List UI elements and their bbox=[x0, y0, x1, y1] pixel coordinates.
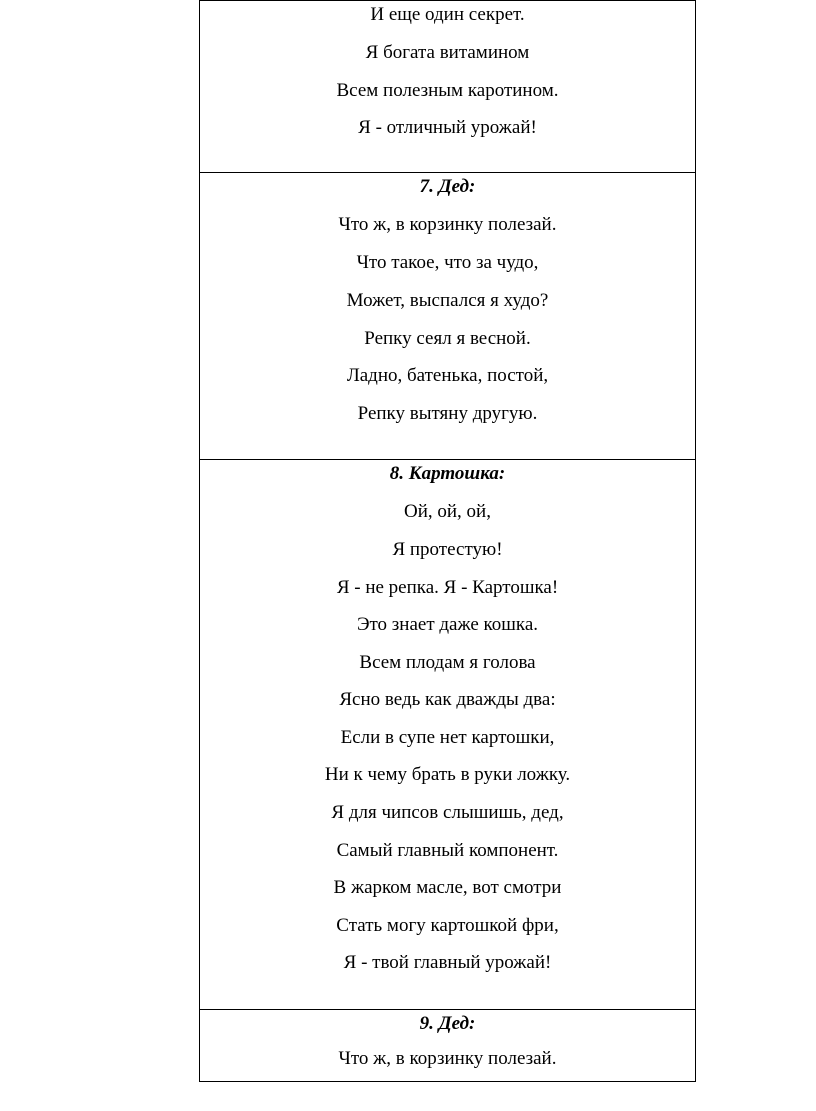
verse-line: Репку сеял я весной. bbox=[364, 328, 531, 349]
verse-line: Всем полезным каротином. bbox=[336, 80, 559, 101]
verse-line: Стать могу картошкой фри, bbox=[336, 915, 559, 936]
verse-line: Что ж, в корзинку полезай. bbox=[338, 214, 557, 235]
table-cell-grandpa-7 bbox=[200, 172, 695, 460]
verse-line: Самый главный компонент. bbox=[336, 840, 559, 861]
verse-line: Я - отличный урожай! bbox=[358, 117, 537, 138]
script-table bbox=[199, 0, 696, 1082]
verse-line: Я протестую! bbox=[392, 539, 503, 560]
verse-line: И еще один секрет. bbox=[370, 4, 525, 25]
speaker-heading: 8. Картошка: bbox=[389, 463, 506, 484]
verse-line: Всем плодам я голова bbox=[359, 652, 536, 673]
verse-line: Ладно, батенька, постой, bbox=[346, 365, 549, 386]
verse-line: Это знает даже кошка. bbox=[356, 614, 539, 635]
table-cell-potato-8 bbox=[200, 459, 695, 1010]
verse-line: Что такое, что за чудо, bbox=[356, 252, 539, 273]
verse-line: Ой, ой, ой, bbox=[404, 501, 491, 522]
verse-line: Ясно ведь как дважды два: bbox=[339, 689, 556, 710]
table-cell-grandpa-9 bbox=[200, 1009, 695, 1082]
verse-line: Может, выспался я худо? bbox=[346, 290, 549, 311]
speaker-heading: 9. Дед: bbox=[419, 1013, 476, 1034]
verse-line: Ни к чему брать в руки ложку. bbox=[324, 764, 571, 785]
table-cell-carrot-verse bbox=[200, 0, 695, 173]
verse-line: Я для чипсов слышишь, дед, bbox=[331, 802, 564, 823]
speaker-heading: 7. Дед: bbox=[419, 176, 476, 197]
verse-line: Я - твой главный урожай! bbox=[343, 952, 552, 973]
verse-line: Репку вытяну другую. bbox=[357, 403, 538, 424]
verse-line: Что ж, в корзинку полезай. bbox=[338, 1048, 557, 1069]
verse-line: Я - не репка. Я - Картошка! bbox=[336, 577, 559, 598]
verse-line: В жарком масле, вот смотри bbox=[333, 877, 562, 898]
verse-line: Если в супе нет картошки, bbox=[340, 727, 555, 748]
verse-line: Я богата витамином bbox=[365, 42, 530, 63]
